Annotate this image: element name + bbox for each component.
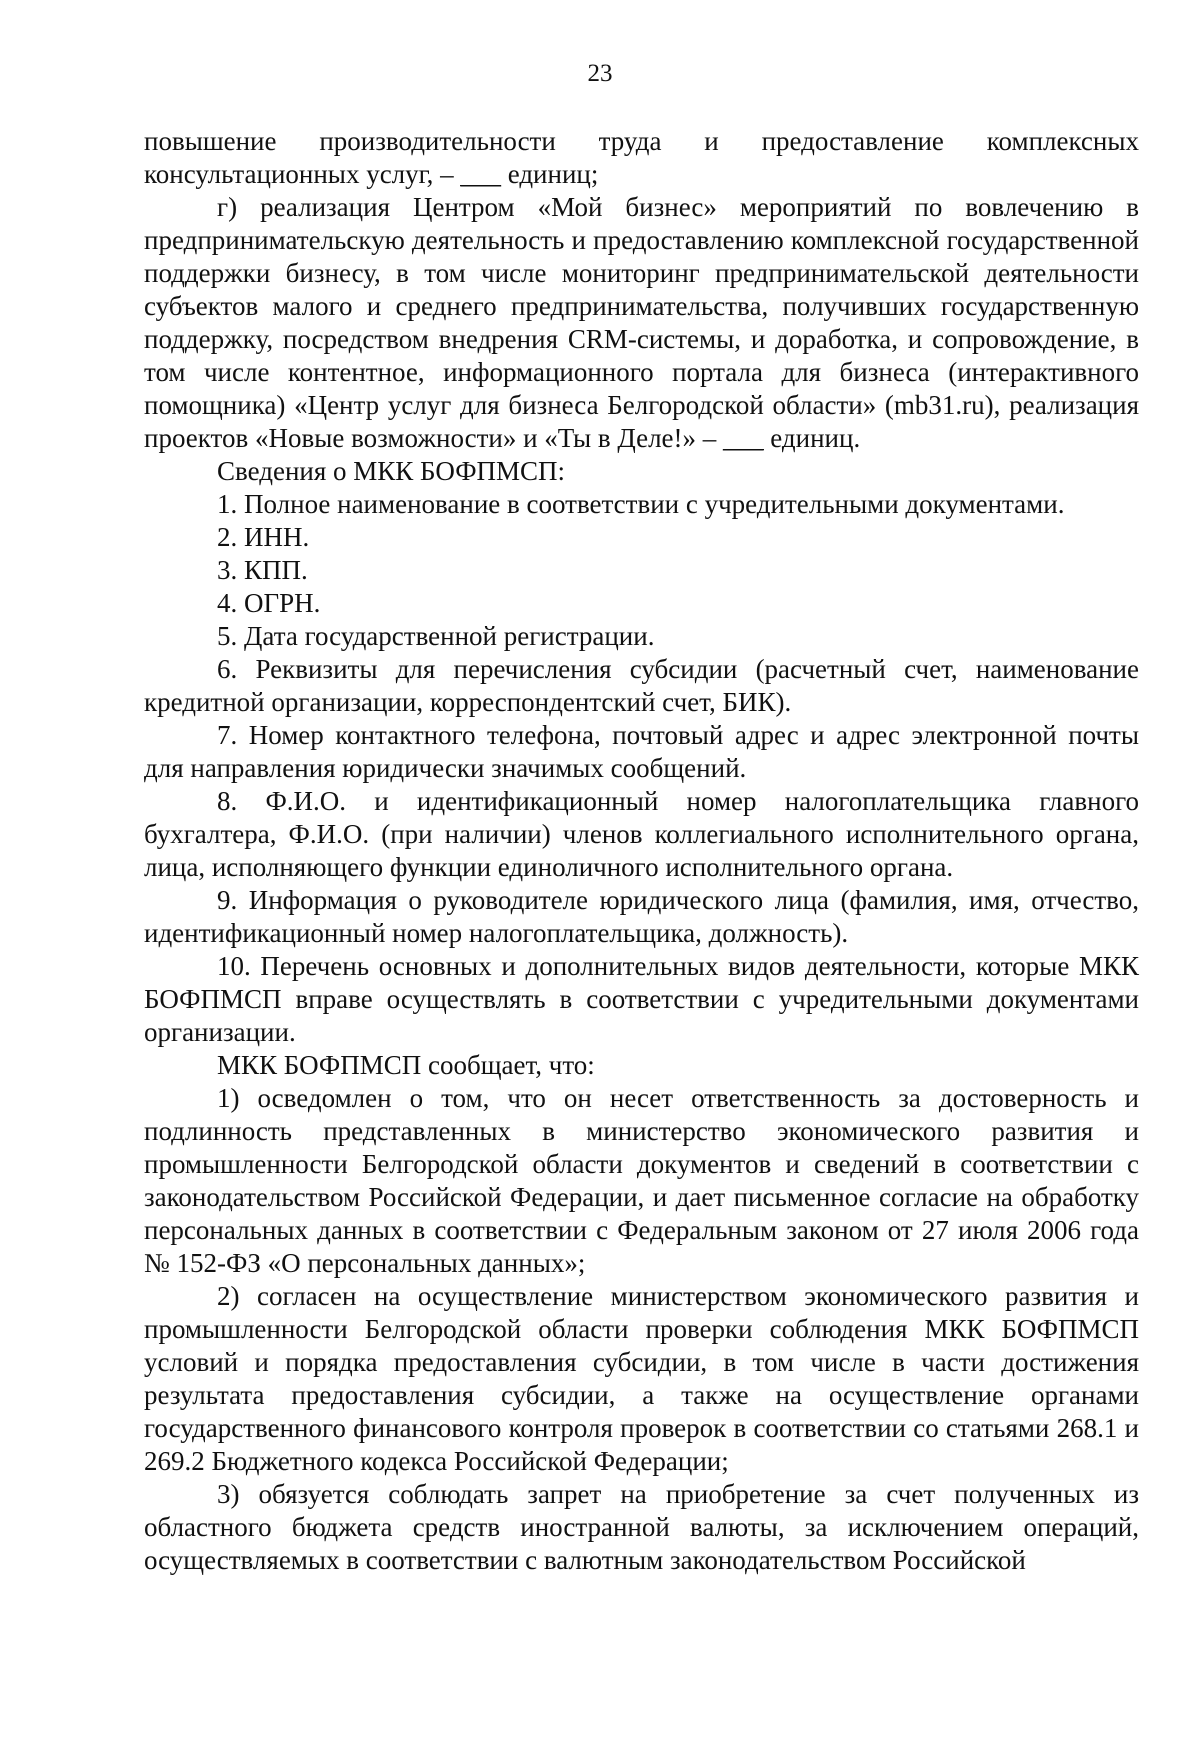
document-body [144,125,1139,1577]
list-item-inn: 2. ИНН. [217,522,310,552]
list-item-registration-date: 5. Дата государственной регистрации. [217,621,655,651]
list-item-kpp: 3. КПП. [217,555,308,585]
declaration-item-3: 3) обязуется соблюдать запрет на приобретение за счет полученных из областного бюджета средств иностранной валюты, за исключением операций, осуществляемых в соответствии с валютным законодательством Российской [144,1479,1139,1575]
list-item-head-info: 9. Информация о руководителе юридического лица (фамилия, имя, отчество, идентификационный номер налогоплательщика, должность). [144,885,1139,948]
declaration-item-2: 2) согласен на осуществление министерством экономического развития и промышленности Белгородской области проверки соблюдения МКК БОФПМСП условий и порядка предоставления субсидии, в том числе в части достижения результата предоставления субсидии, а также на осуществление органами государственного финансового контроля проверок в соответствии со статьями 268.1 и 269.2 Бюджетного кодекса Российской Федерации; [144,1281,1139,1476]
paragraph-text: повышение производительности труда и предоставление комплексных консультационных услуг, – [144,126,1139,189]
blank-field: ___ [723,423,764,453]
paragraph-consultation-units [144,125,1139,191]
section-heading-mkk-declares: МКК БОФПМСП сообщает, что: [217,1050,595,1080]
paragraph-text: г) реализация Центром «Мой бизнес» мероприятий по вовлечению в предпринимательскую деятельность и предоставлению комплексной государственной поддержки бизнесу, в том числе мониторинг предпринимательской деятельности субъектов малого и среднего предпринимательства, получивших государственную поддержку, посредством внедрения CRM-системы, и доработка, и сопровождение, в том числе контентное, информационного портала для бизнеса (интерактивного помощника) «Центр услуг для бизнеса Белгородской области» (mb31.ru), реализация проектов «Новые возможности» и «Ты в Деле!» – [144,192,1139,453]
blank-field: ___ [460,159,501,189]
section-heading-mkk-info: Сведения о МКК БОФПМСП: [217,456,566,486]
list-item-accountant: 8. Ф.И.О. и идентификационный номер налогоплательщика главного бухгалтера, Ф.И.О. (при наличии) членов коллегиального исполнительного органа, лица, исполняющего функции единоличного исполнительного органа. [144,786,1139,882]
list-item-bank-details: 6. Реквизиты для перечисления субсидии (расчетный счет, наименование кредитной организации, корреспондентский счет, БИК). [144,654,1139,717]
list-item-ogrn: 4. ОГРН. [217,588,321,618]
list-item-full-name: 1. Полное наименование в соответствии с учредительными документами. [217,489,1065,519]
page-number: 23 [587,60,613,87]
paragraph-text: единиц; [500,159,599,189]
paragraph-text: единиц. [763,423,861,453]
list-item-activities: 10. Перечень основных и дополнительных видов деятельности, которые МКК БОФПМСП вправе осуществлять в соответствии с учредительными документами организации. [144,951,1139,1047]
paragraph-item-g [144,191,1139,455]
list-item-contacts: 7. Номер контактного телефона, почтовый адрес и адрес электронной почты для направления юридически значимых сообщений. [144,720,1139,783]
declaration-item-1: 1) осведомлен о том, что он несет ответственность за достоверность и подлинность представленных в министерство экономического развития и промышленности Белгородской области документов и сведений в соответствии с законодательством Российской Федерации, и дает письменное согласие на обработку персональных данных в соответствии с Федеральным законом от 27 июля 2006 года № 152-ФЗ «О персональных данных»; [144,1083,1139,1278]
